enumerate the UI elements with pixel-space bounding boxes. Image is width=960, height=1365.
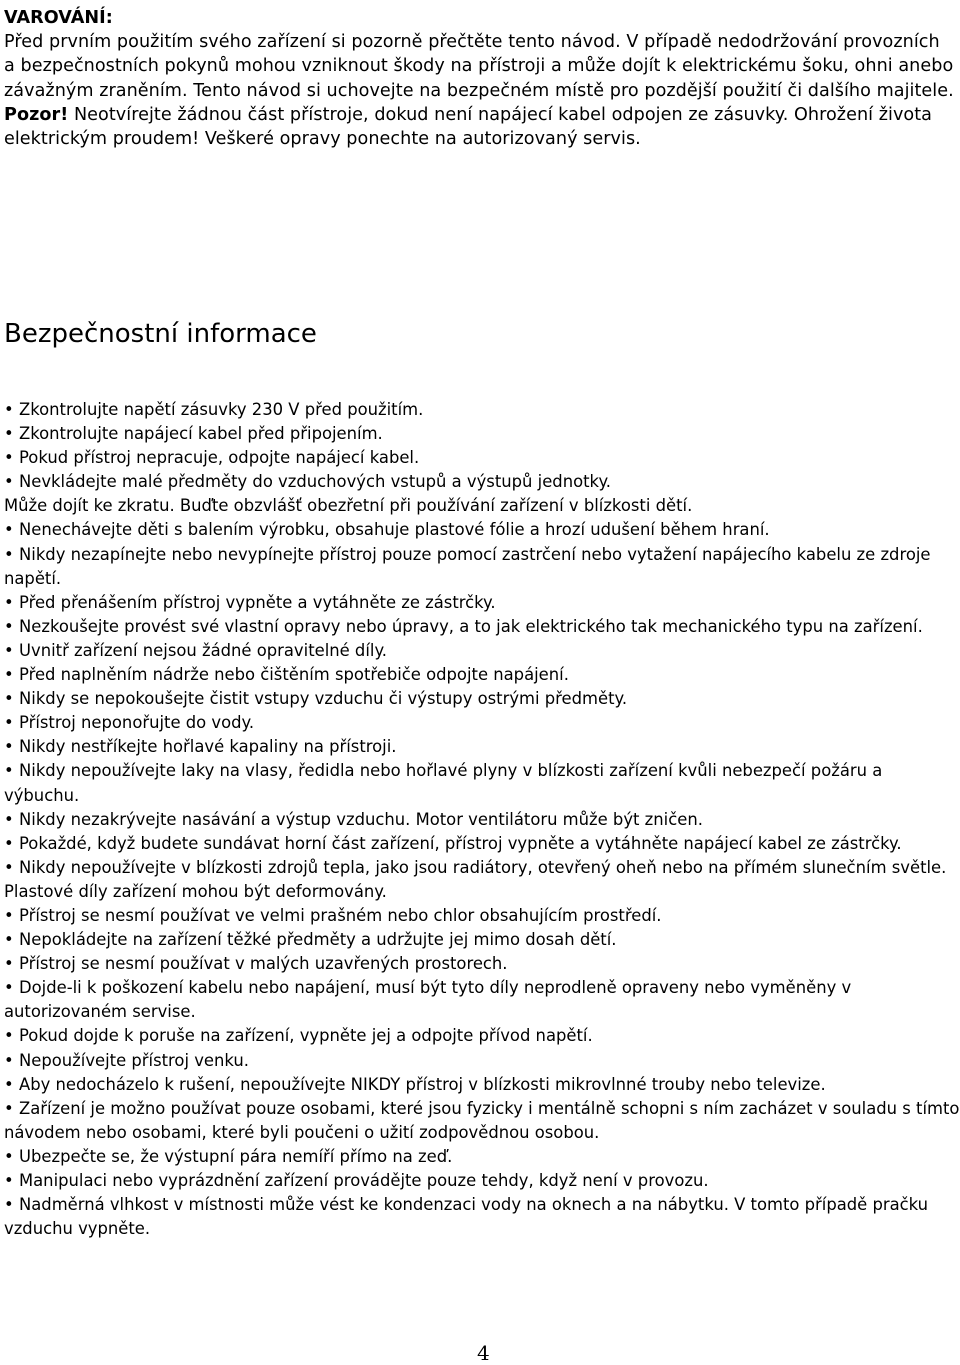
bullet-icon: • [4, 737, 14, 757]
list-item [4, 687, 960, 711]
bullet-icon: • [4, 713, 14, 733]
list-item-text: Nikdy nepoužívejte v blízkosti zdrojů tepla, jako jsou radiátory, otevřený oheň nebo na přímém slunečním světle. Plastové díly zařízení mohou být deformovány. [4, 857, 947, 901]
list-item-text: Nikdy nepoužívejte laky na vlasy, ředidla nebo hořlavé plyny v blízkosti zařízení kvůli nebezpečí požáru a výbuchu. [4, 761, 883, 805]
bullet-icon: • [4, 809, 14, 829]
list-item-text: Nepokládejte na zařízení těžké předměty a udržujte jej mimo dosah dětí. [19, 930, 617, 950]
list-item [4, 543, 960, 591]
list-item [4, 1193, 960, 1241]
list-item [4, 1169, 960, 1193]
list-item-text: Pokaždé, když budete sundávat horní část zařízení, přístroj vypněte a vytáhněte napájecí kabel ze zástrčky. [19, 833, 902, 853]
list-item [4, 1024, 960, 1048]
bullet-icon: • [4, 1146, 14, 1166]
bullet-icon: • [4, 857, 14, 877]
list-item-text: Manipulaci nebo vyprázdnění zařízení provádějte pouze tehdy, když není v provozu. [19, 1171, 709, 1190]
bullet-icon: • [4, 1171, 14, 1190]
list-item [4, 398, 960, 422]
list-item-text: Uvnitř zařízení nejsou žádné opravitelné díly. [19, 640, 388, 660]
list-item [4, 808, 960, 832]
manual-page [4, 0, 960, 1365]
list-item [4, 470, 960, 494]
list-item [4, 976, 960, 1024]
list-item-text: Přístroj se nesmí používat v malých uzavřených prostorech. [19, 954, 508, 974]
warning-heading: VAROVÁNÍ: [4, 8, 113, 28]
list-item-text: Nevkládejte malé předměty do vzduchových vstupů a výstupů jednotky. [19, 472, 612, 492]
list-item-text: Nenechávejte děti s balením výrobku, obsahuje plastové fólie a hrozí udušení během hraní. [19, 520, 770, 540]
bullet-icon: • [4, 1050, 14, 1070]
list-item [4, 422, 960, 446]
bullet-icon: • [4, 520, 14, 540]
list-item-text: Před přenášením přístroj vypněte a vytáhněte ze zástrčky. [19, 592, 496, 612]
pozor-label: Pozor! [4, 104, 69, 125]
list-item [4, 904, 960, 928]
bullet-icon: • [4, 544, 14, 564]
list-item-text: Aby nedocházelo k rušení, nepoužívejte NIKDY přístroj v blízkosti mikrovlnné trouby nebo televize. [19, 1074, 826, 1094]
list-item [4, 711, 960, 735]
list-item [4, 735, 960, 759]
list-item-text: Pokud dojde k poruše na zařízení, vypněte jej a odpojte přívod napětí. [19, 1026, 593, 1046]
list-item-text: Dojde-li k poškození kabelu nebo napájení, musí být tyto díly neprodleně opraveny nebo vyměněny v autorizovaném servise. [4, 978, 852, 1022]
bullet-icon: • [4, 448, 14, 468]
list-item-continuation [4, 494, 960, 518]
list-item-text: Nikdy nezakrývejte nasávání a výstup vzduchu. Motor ventilátoru může být zničen. [19, 809, 703, 829]
section-title: Bezpečnostní informace [4, 319, 317, 349]
list-item [4, 1049, 960, 1073]
pozor-notice [4, 103, 956, 151]
bullet-icon: • [4, 930, 14, 950]
bullet-icon: • [4, 978, 14, 998]
list-item [4, 856, 960, 904]
list-item-text: Zkontrolujte napájecí kabel před připojením. [19, 424, 383, 444]
list-item [4, 591, 960, 615]
list-item-text: Nikdy se nepokoušejte čistit vstupy vzduchu či výstupy ostrými předměty. [19, 689, 628, 709]
list-item [4, 928, 960, 952]
list-item-text: Může dojít ke zkratu. Buďte obzvlášť obezřetní při používání zařízení v blízkosti dětí. [4, 496, 693, 516]
list-item-text: Nikdy nezapínejte nebo nevypínejte přístroj pouze pomocí zastrčení nebo vytažení napájecího kabelu ze zdroje napětí. [4, 544, 931, 588]
list-item-text: Nikdy nestříkejte hořlavé kapaliny na přístroji. [19, 737, 397, 757]
bullet-icon: • [4, 833, 14, 853]
list-item-text: Nepoužívejte přístroj venku. [19, 1050, 249, 1070]
list-item [4, 832, 960, 856]
bullet-icon: • [4, 472, 14, 492]
bullet-icon: • [4, 1026, 14, 1046]
list-item-text: Přístroj se nesmí používat ve velmi prašném nebo chlor obsahujícím prostředí. [19, 905, 662, 925]
list-item-text: Zkontrolujte napětí zásuvky 230 V před použitím. [19, 400, 424, 419]
list-item [4, 1145, 960, 1169]
list-item [4, 1073, 960, 1097]
page-number: 4 [477, 1341, 490, 1365]
list-item [4, 615, 960, 639]
bullet-icon: • [4, 592, 14, 612]
list-item-text: Nezkoušejte provést své vlastní opravy nebo úpravy, a to jak elektrického tak mechanického typu na zařízení. [19, 616, 923, 636]
bullet-icon: • [4, 1074, 14, 1094]
bullet-icon: • [4, 1195, 14, 1215]
list-item [4, 639, 960, 663]
pozor-text: Neotvírejte žádnou část přístroje, dokud není napájecí kabel odpojen ze zásuvky. Ohrožení života elektrickým proudem! Veškeré opravy ponechte na autorizovaný servis. [4, 104, 933, 150]
bullet-icon: • [4, 689, 14, 709]
bullet-icon: • [4, 1098, 14, 1118]
list-item-text: Pokud přístroj nepracuje, odpojte napájecí kabel. [19, 448, 420, 468]
list-item-text: Ubezpečte se, že výstupní pára nemíří přímo na zeď. [19, 1146, 453, 1166]
list-item [4, 446, 960, 470]
bullet-icon: • [4, 954, 14, 974]
bullet-icon: • [4, 640, 14, 660]
list-item [4, 952, 960, 976]
list-item [4, 1097, 960, 1145]
safety-list [4, 398, 960, 1241]
warning-block [4, 6, 956, 151]
bullet-icon: • [4, 400, 14, 419]
list-item-text: Před naplněním nádrže nebo čištěním spotřebiče odpojte napájení. [19, 665, 569, 685]
bullet-icon: • [4, 761, 14, 781]
list-item-text: Nadměrná vlhkost v místnosti může vést ke kondenzaci vody na oknech a na nábytku. V tomto případě pračku vzduchu vypněte. [4, 1195, 929, 1239]
bullet-icon: • [4, 424, 14, 444]
bullet-icon: • [4, 905, 14, 925]
list-item [4, 663, 960, 687]
list-item [4, 518, 960, 542]
warning-text: Před prvním použitím svého zařízení si pozorně přečtěte tento návod. V případě nedodržování provozních a bezpečnostních pokynů mohou vzniknout škody na přístroji a může dojít k elektrickému šoku, ohni anebo závažným zraněním. Tento návod si uchovejte na bezpečném místě pro pozdější použití či dalšího majitele. [4, 32, 954, 101]
list-item-text: Zařízení je možno používat pouze osobami, které jsou fyzicky i mentálně schopni s ním zacházet v souladu s tímto návodem nebo osobami, které byli poučeni o užití zodpovědnou osobou. [4, 1098, 960, 1142]
list-item-text: Přístroj neponořujte do vody. [19, 713, 255, 733]
bullet-icon: • [4, 665, 14, 685]
bullet-icon: • [4, 616, 14, 636]
list-item [4, 759, 960, 807]
